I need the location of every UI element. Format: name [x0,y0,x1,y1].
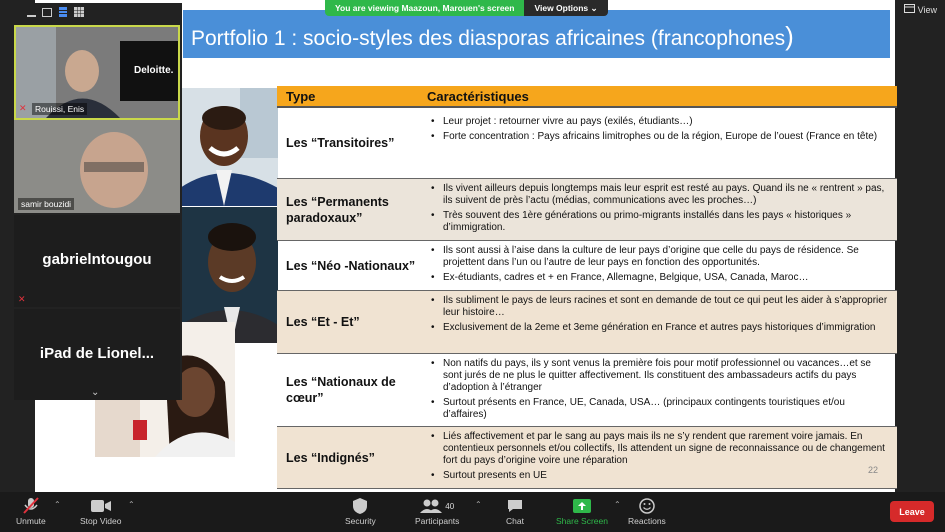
reactions-button[interactable] [628,496,666,526]
portrait-photo-1 [180,88,278,206]
participants-label: Participants [415,516,460,526]
row-type: Les “Nationaux de cœur” [286,375,396,405]
unmute-label: Unmute [16,516,46,526]
gallery-icon[interactable] [74,4,84,22]
row-bullet: • Forte concentration : Pays africains limitrophes ou de la région, Europe de l’ouest (France en tête) [427,131,891,143]
participant-name: Rouissi, Enis [32,103,87,115]
mic-muted-icon [23,496,39,516]
viewing-banner [325,0,608,16]
row-type: Les “Néo -Nationaux” [286,258,416,273]
share-screen-label: Share Screen [556,516,608,526]
chat-label: Chat [506,516,524,526]
row-bullet: • Liés affectivement et par le sang au pays mais ils ne s’y rendent que rarement voire jamais. En contentieux personnels et/ou collectifs, Ils attendent un signe de reconnaissance ou de changement fort du pays d’origine voire une réparation [427,431,891,467]
chat-bubble-icon [507,496,523,516]
mic-muted-icon: ✕ [19,103,27,113]
slide-page-number: 22 [868,465,879,475]
row-bullet: • Surtout présents en France, UE, Canada, USA… (principaux contingents touristiques et/ou d’affaires) [427,397,891,421]
security-label: Security [345,516,376,526]
table-row [277,241,897,291]
leave-button[interactable]: Leave [890,501,934,522]
row-bullet: • Très souvent des 1ère générations ou primo-migrants installés dans les pays « historiques » d’immigration. [427,210,891,234]
view-button-label: View [917,4,937,15]
row-bullet: • Surtout presents en UE [427,470,891,482]
video-options-caret[interactable]: ⌃ [128,500,135,509]
table-row [277,354,897,427]
minimize-icon[interactable] [27,4,36,22]
row-bullet: • Ils subliment le pays de leurs racines et sont en demande de tout ce qui peut les aider à s’approprier leur histoire… [427,295,891,319]
row-type: Les “Permanents paradoxaux” [286,194,389,225]
participants-options-caret[interactable]: ⌃ [475,500,482,509]
row-type: Les “Indignés” [286,450,375,465]
security-button[interactable] [345,496,376,526]
header-type: Type [286,88,316,104]
view-options-label: View Options [534,3,589,13]
row-bullet: • Exclusivement de la 2eme et 3eme génération en France et autres pays historiques d’immigration [427,322,891,334]
participant-name: gabrielntougou [42,251,152,268]
participants-icon [420,496,454,516]
slide-title-paren: ) [785,21,794,51]
table-row [277,179,897,241]
smiley-icon [639,496,655,516]
participant-video-panel [11,3,182,400]
share-screen-button[interactable] [556,496,608,526]
table-row [277,108,897,179]
chat-button[interactable] [506,496,524,526]
participant-tile[interactable] [14,120,180,213]
row-type: Les “Et - Et” [286,315,360,329]
shield-icon [353,496,367,516]
video-background-text: Deloitte. [134,65,174,76]
view-options-button[interactable] [524,0,607,16]
view-button[interactable] [904,4,937,15]
view-grid-icon [904,4,915,15]
participants-count: 40 [445,501,455,511]
slide-title: Portfolio 1 : socio-styles des diasporas africaines (francophones) [191,21,794,51]
slide-title-bar [183,10,890,58]
stop-video-button[interactable] [80,496,121,526]
unmute-button[interactable] [16,496,46,526]
row-bullet: • Ils vivent ailleurs depuis longtemps mais leur esprit est resté au pays. Quand ils ne « rentrent » pas, ils suivent de près l’actu (médias, communications avec les proches…) [427,183,891,207]
row-type: Les “Transitoires” [286,136,395,150]
row-bullet: • Leur projet : retourner vivre au pays (exilés, étudiants…) [427,116,891,128]
chevron-down-icon: ⌄ [590,3,598,13]
meeting-toolbar [0,492,945,532]
table-row [277,427,897,489]
panel-controls [11,3,182,23]
reactions-label: Reactions [628,516,666,526]
participant-name: iPad de Lionel... [39,345,155,362]
chevron-down-icon[interactable]: ⌄ [91,387,100,398]
filmstrip-icon[interactable] [58,4,68,22]
participant-tile[interactable] [14,25,180,120]
socio-styles-table [277,86,897,489]
share-options-caret[interactable]: ⌃ [614,500,621,509]
speaker-view-icon[interactable] [42,4,52,22]
table-header [277,86,897,108]
participant-tile[interactable] [14,309,180,400]
row-bullet: • Ex-étudiants, cadres et + en France, Allemagne, Belgique, USA, Canada, Maroc… [427,272,891,284]
share-screen-icon [573,496,591,516]
participants-button[interactable] [415,496,459,526]
table-row [277,291,897,354]
viewing-banner-text: You are viewing Maazoun, Marouen's screen [325,0,524,16]
stop-video-label: Stop Video [80,516,122,526]
participant-tile[interactable] [14,215,180,307]
row-bullet: • Ils sont aussi à l’aise dans la culture de leur pays d’origine que celle du pays de résidence. Se projettent dans l’un ou l’autre de leur pays en fonction des opportunités. [427,245,891,269]
mic-muted-icon: ✕ [18,294,26,304]
header-characteristics: Caractéristiques [427,88,529,104]
row-bullet: • Non natifs du pays, ils y sont venus la première fois pour motif professionnel ou vacances…et se sont jurés de ne plus le quitter affectivement. Ils constituent des ambassadeurs actifs du pays d’adoption à l’étranger [427,358,891,394]
audio-options-caret[interactable]: ⌃ [54,500,61,509]
participant-name: samir bouzidi [18,198,74,210]
video-camera-icon [91,496,111,516]
